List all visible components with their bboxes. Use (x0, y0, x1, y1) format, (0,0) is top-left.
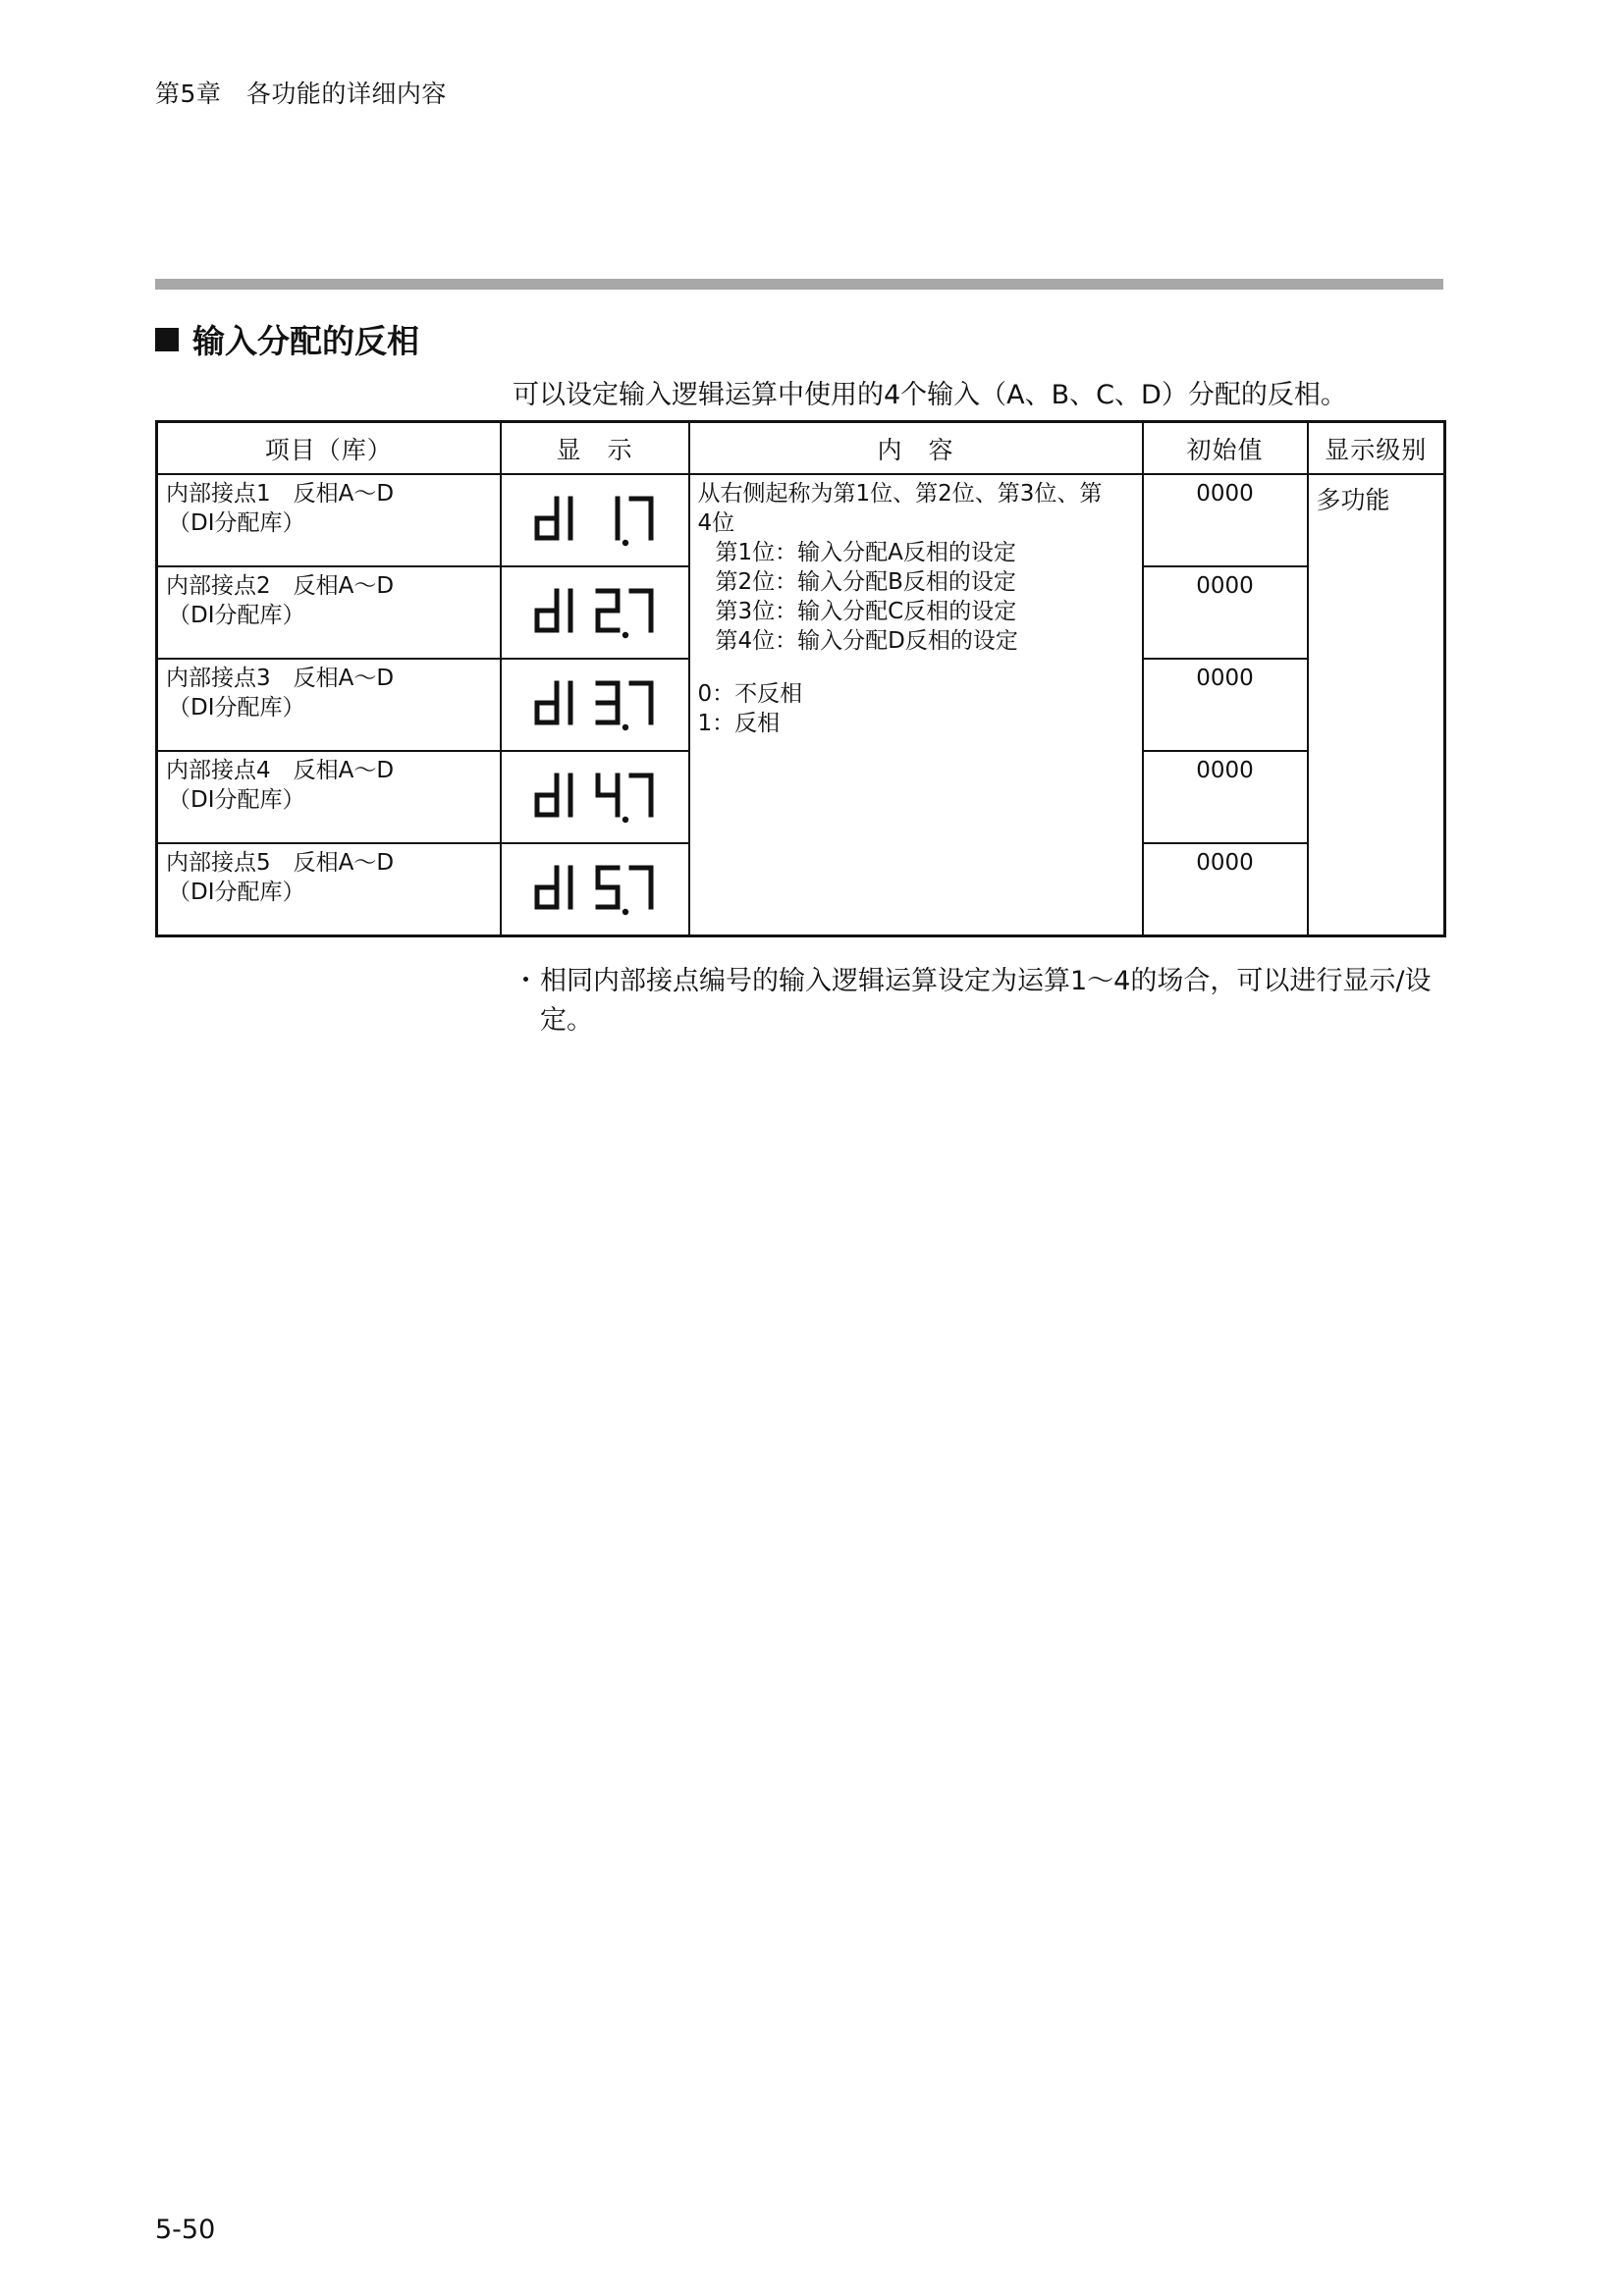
default-value: 0000 (1143, 751, 1308, 843)
value-description: 1：反相 (697, 711, 781, 736)
item-name: 内部接点1 反相A～D (166, 481, 395, 507)
column-header-content: 内 容 (689, 422, 1143, 475)
decimal-point (622, 724, 627, 730)
item-cell (157, 843, 501, 935)
item-name: 内部接点4 反相A～D (166, 758, 395, 783)
page-number: 5-50 (155, 2215, 216, 2245)
content-cell (689, 474, 1143, 935)
digit-description: 第2位：输入分配B反相的设定 (715, 569, 1016, 595)
seven-segment-display-icon (531, 675, 659, 734)
item-bank: （DI分配库） (168, 695, 305, 721)
default-value: 0000 (1143, 843, 1308, 935)
display-cell (501, 751, 689, 843)
content-intro-line: 4位 (697, 510, 735, 536)
parameter-table (155, 420, 1446, 937)
column-header-display: 显 示 (501, 422, 689, 475)
item-cell (157, 566, 501, 659)
section-divider (155, 279, 1443, 290)
item-cell (157, 659, 501, 751)
item-bank: （DI分配库） (168, 880, 305, 905)
display-cell (501, 843, 689, 935)
item-bank: （DI分配库） (168, 603, 305, 628)
content-intro-line: 从右侧起称为第1位、第2位、第3位、第 (697, 481, 1103, 507)
note-bullet: ・ (513, 966, 539, 996)
column-header-default: 初始值 (1143, 422, 1308, 475)
decimal-point (622, 632, 627, 638)
display-cell (501, 659, 689, 751)
seven-segment-display-icon (531, 583, 659, 642)
display-level: 多功能 (1308, 474, 1445, 935)
square-bullet-icon (155, 328, 179, 351)
digit-description: 第3位：输入分配C反相的设定 (715, 599, 1017, 624)
section-intro: 可以设定输入逻辑运算中使用的4个输入（A、B、C、D）分配的反相。 (513, 380, 1347, 410)
section-heading (155, 316, 419, 362)
column-header-item: 项目（库） (157, 422, 501, 475)
note-text: 相同内部接点编号的输入逻辑运算设定为运算1～4的场合，可以进行显示/设定。 (540, 966, 1432, 1036)
table-row (157, 474, 1445, 566)
note (513, 962, 1445, 1041)
value-description: 0：不反相 (697, 681, 803, 707)
item-name: 内部接点5 反相A～D (166, 850, 395, 876)
decimal-point (622, 540, 627, 546)
decimal-point (622, 817, 627, 823)
table-header-row (157, 422, 1445, 475)
item-bank: （DI分配库） (168, 787, 305, 813)
decimal-point (622, 909, 627, 915)
column-header-level: 显示级别 (1308, 422, 1445, 475)
digit-description: 第1位：输入分配A反相的设定 (715, 540, 1016, 565)
display-cell (501, 566, 689, 659)
default-value: 0000 (1143, 659, 1308, 751)
seven-segment-display-icon (531, 768, 659, 827)
seven-segment-display-icon (531, 491, 659, 550)
digit-description: 第4位：输入分配D反相的设定 (715, 628, 1018, 654)
default-value: 0000 (1143, 566, 1308, 659)
default-value: 0000 (1143, 474, 1308, 566)
item-name: 内部接点3 反相A～D (166, 666, 395, 691)
display-cell (501, 474, 689, 566)
item-bank: （DI分配库） (168, 510, 305, 536)
item-cell (157, 751, 501, 843)
chapter-header: 第5章 各功能的详细内容 (155, 80, 447, 108)
section-title: 输入分配的反相 (192, 322, 419, 360)
item-name: 内部接点2 反相A～D (166, 573, 395, 599)
item-cell (157, 474, 501, 566)
seven-segment-display-icon (531, 860, 659, 919)
